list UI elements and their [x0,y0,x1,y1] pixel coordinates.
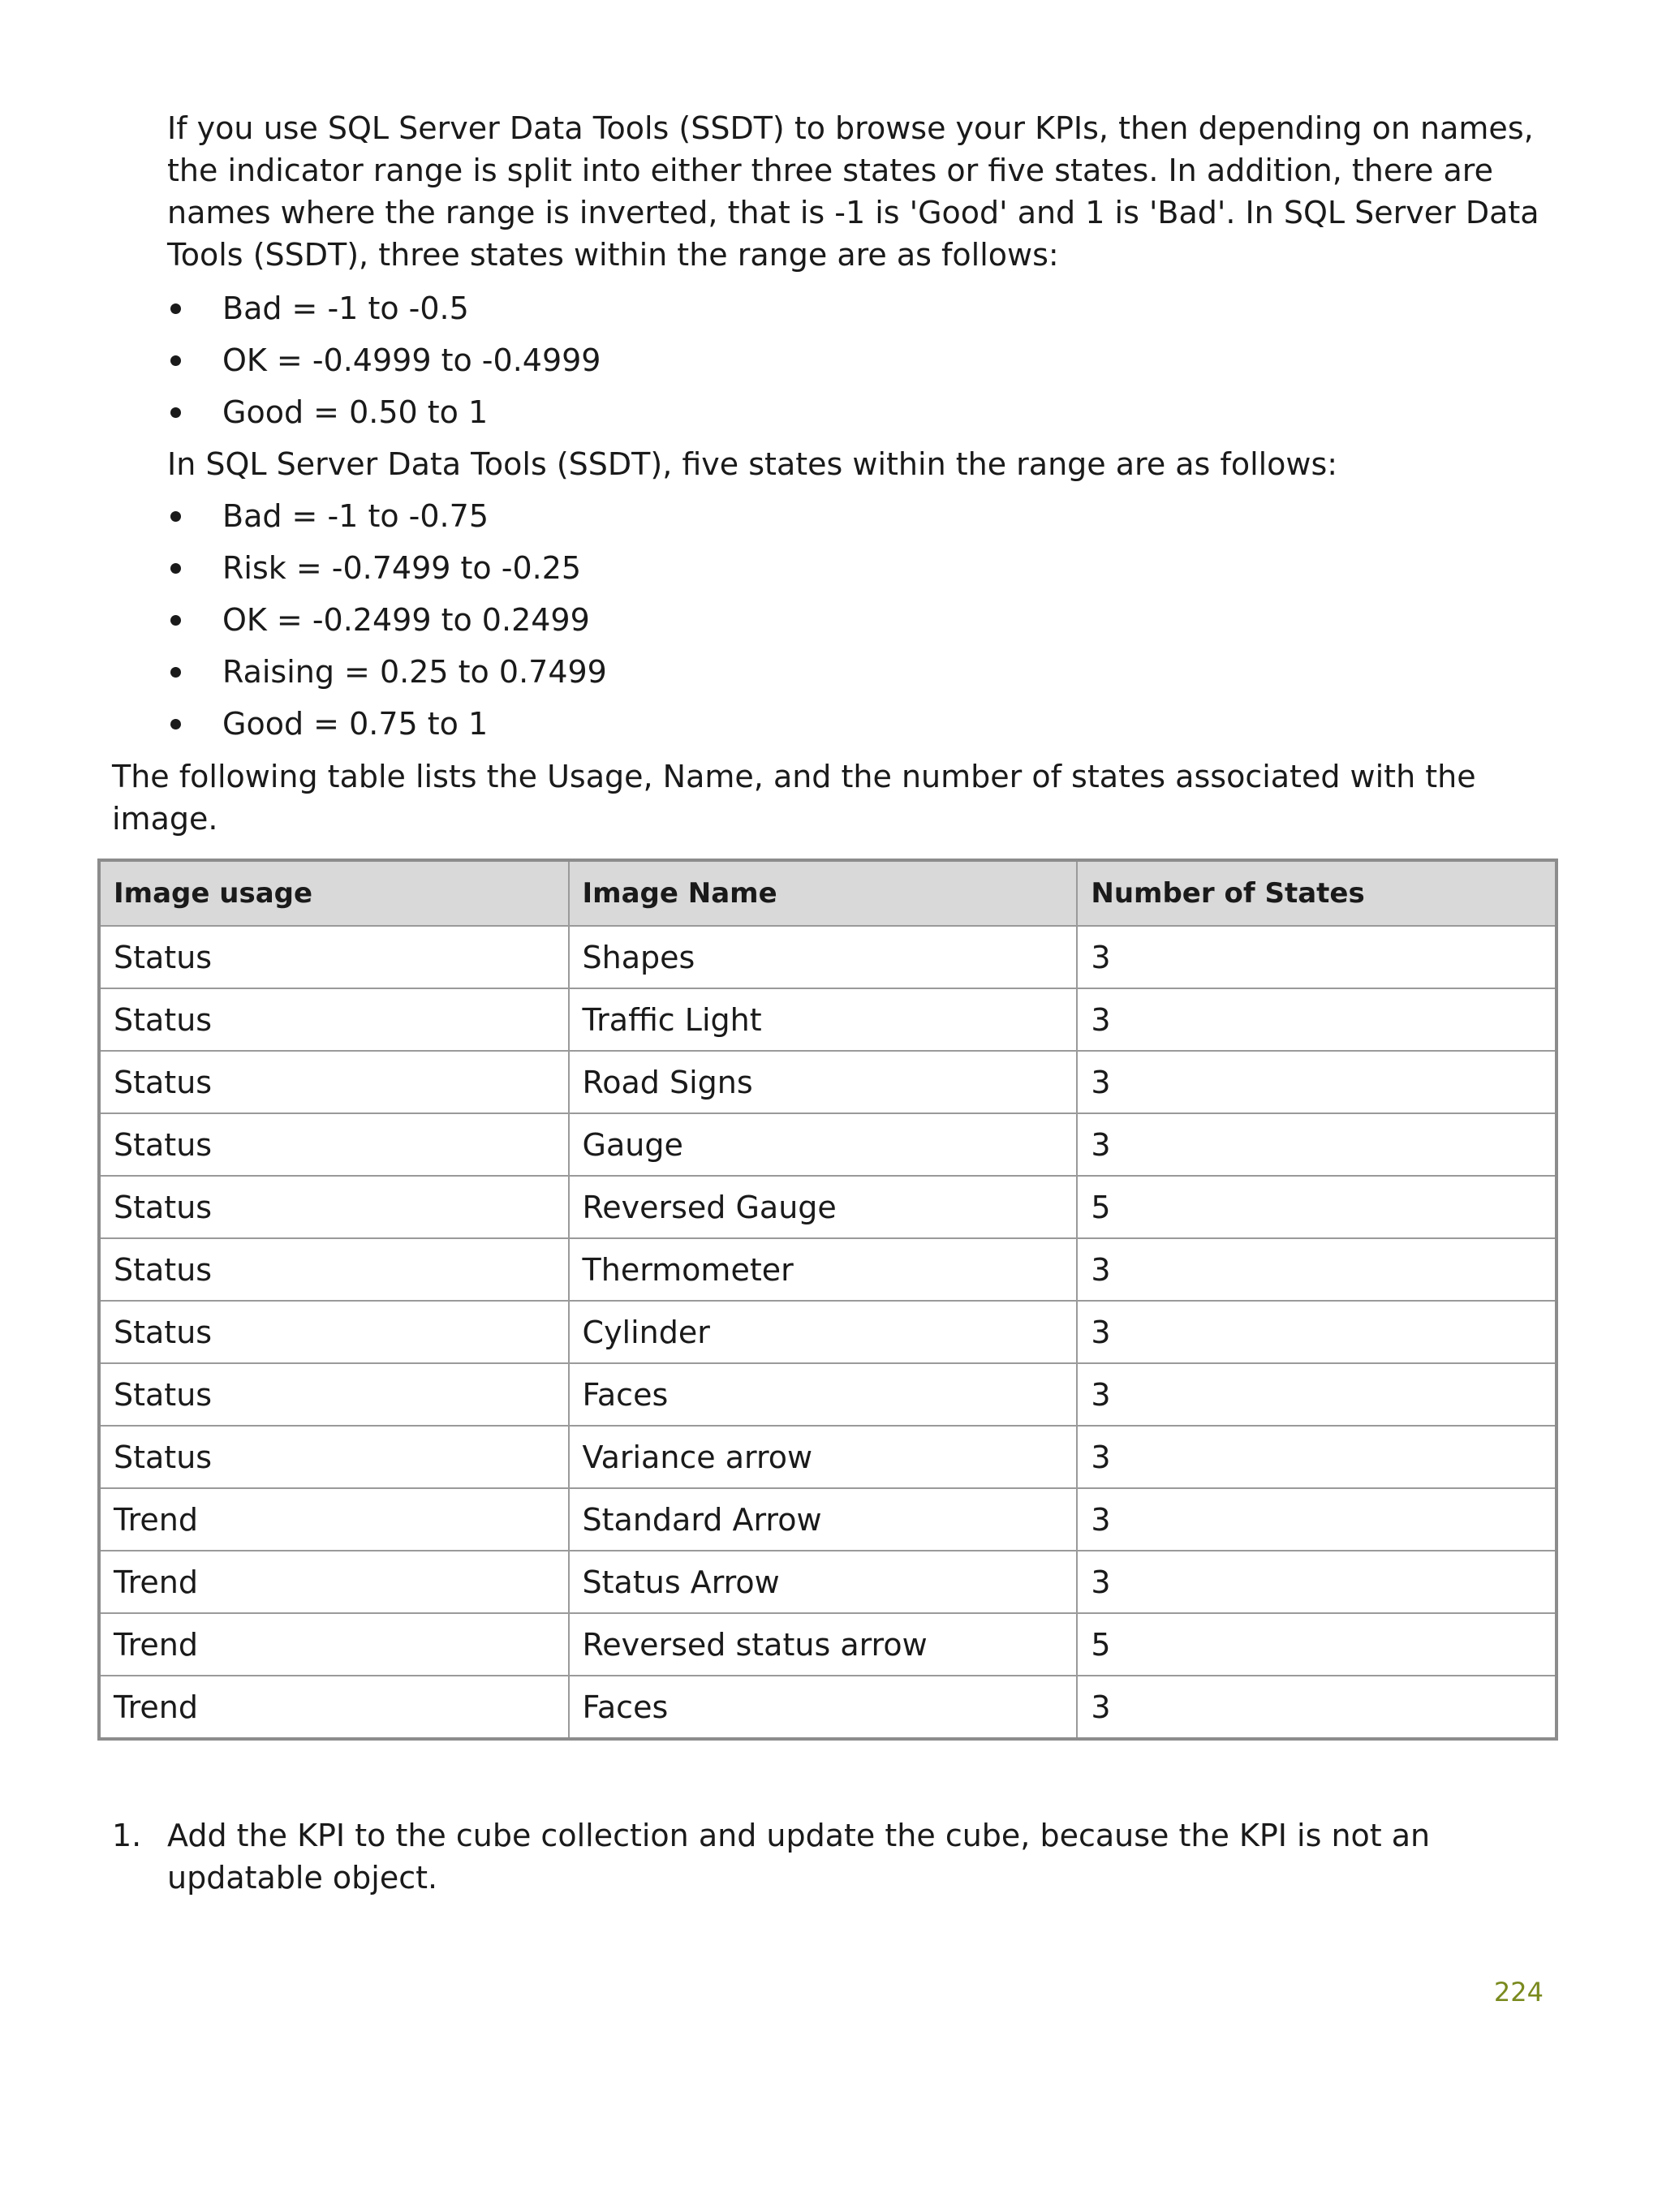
list-item: Good = 0.50 to 1 [167,391,601,443]
cell-usage: Status [99,926,569,988]
step-number: 1. [112,1818,142,1853]
cell-name: Reversed status arrow [569,1613,1078,1676]
bullet-icon [170,719,181,729]
bullet-icon [170,407,181,418]
cell-states: 3 [1077,1363,1557,1426]
table-row [99,1363,1557,1426]
numbered-step [112,1814,1565,1899]
bullet-icon [170,355,181,366]
cell-states: 3 [1077,1488,1557,1551]
cell-usage: Trend [99,1613,569,1676]
cell-usage: Status [99,1426,569,1488]
cell-usage: Status [99,1176,569,1238]
cell-name: Thermometer [569,1238,1078,1301]
list-item: OK = -0.2499 to 0.2499 [167,599,607,651]
cell-states: 3 [1077,1426,1557,1488]
cell-states: 3 [1077,1551,1557,1613]
cell-name: Cylinder [569,1301,1078,1363]
table-row [99,1488,1557,1551]
header-number-of-states: Number of States [1077,860,1557,926]
table-row [99,1613,1557,1676]
list-item: Bad = -1 to -0.75 [167,495,607,547]
cell-states: 5 [1077,1613,1557,1676]
intro-paragraph: If you use SQL Server Data Tools (SSDT) to browse your KPIs, then depending on names, the indicator range is split into either three states or five states. In addition, there are names where the range is inverted, that is -1 is 'Good' and 1 is 'Bad'. In SQL Server Data Tools (SSDT), three states within the range are as follows: [167,110,1539,273]
bullet-icon [170,615,181,626]
table-row [99,988,1557,1051]
cell-states: 3 [1077,926,1557,988]
table-row [99,1051,1557,1113]
table-row [99,1113,1557,1176]
table-row [99,1176,1557,1238]
page-number: 224 [1493,1977,1544,2008]
cell-usage: Status [99,1113,569,1176]
cell-name: Faces [569,1676,1078,1739]
cell-usage: Trend [99,1488,569,1551]
cell-name: Standard Arrow [569,1488,1078,1551]
bullet-icon [170,511,181,522]
cell-name: Reversed Gauge [569,1176,1078,1238]
cell-usage: Status [99,988,569,1051]
table-row [99,1676,1557,1739]
table-row [99,926,1557,988]
cell-states: 3 [1077,1676,1557,1739]
cell-usage: Trend [99,1551,569,1613]
list-item: OK = -0.4999 to -0.4999 [167,339,601,391]
cell-states: 3 [1077,1301,1557,1363]
table-row [99,1301,1557,1363]
list-item: Risk = -0.7499 to -0.25 [167,547,607,599]
kpi-image-table [97,859,1558,1741]
cell-usage: Status [99,1301,569,1363]
cell-name: Faces [569,1363,1078,1426]
step-text: Add the KPI to the cube collection and update the cube, because the KPI is not an updatable object. [167,1818,1431,1896]
table-row [99,1426,1557,1488]
cell-usage: Status [99,1051,569,1113]
bullet-icon [170,563,181,574]
cell-usage: Status [99,1363,569,1426]
bullet-icon [170,667,181,678]
cell-states: 3 [1077,988,1557,1051]
cell-name: Traffic Light [569,988,1078,1051]
list-item: Good = 0.75 to 1 [167,703,607,755]
list-item: Bad = -1 to -0.5 [167,287,601,339]
cell-usage: Trend [99,1676,569,1739]
cell-states: 3 [1077,1113,1557,1176]
table-row [99,1238,1557,1301]
table-row [99,1551,1557,1613]
bullet-icon [170,303,181,314]
cell-states: 5 [1077,1176,1557,1238]
header-image-usage: Image usage [99,860,569,926]
cell-name: Variance arrow [569,1426,1078,1488]
list-item: Raising = 0.25 to 0.7499 [167,651,607,703]
header-image-name: Image Name [569,860,1078,926]
table-intro: The following table lists the Usage, Name, and the number of states associated with the image. [112,759,1476,837]
table-header-row [99,860,1557,926]
cell-name: Road Signs [569,1051,1078,1113]
three-states-list [167,287,601,443]
five-states-intro: In SQL Server Data Tools (SSDT), five states within the range are as follows: [167,446,1338,482]
five-states-list [167,495,607,755]
cell-usage: Status [99,1238,569,1301]
cell-states: 3 [1077,1238,1557,1301]
cell-states: 3 [1077,1051,1557,1113]
cell-name: Gauge [569,1113,1078,1176]
cell-name: Shapes [569,926,1078,988]
cell-name: Status Arrow [569,1551,1078,1613]
